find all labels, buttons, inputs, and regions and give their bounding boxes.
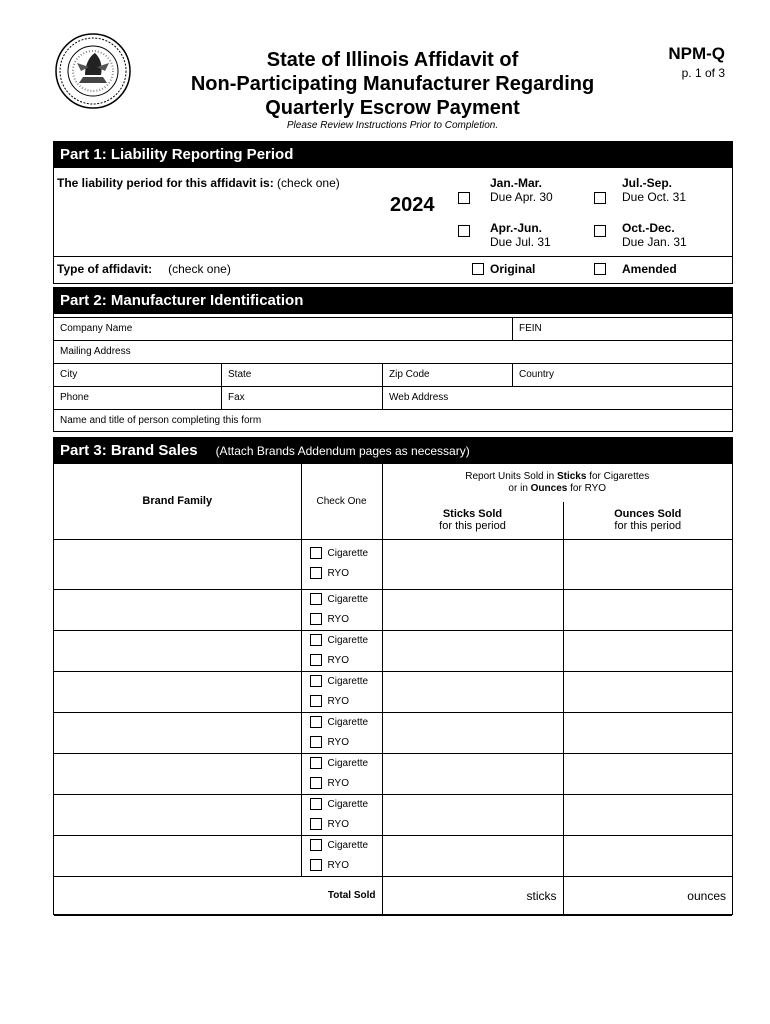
part1-divider [54, 256, 732, 257]
brand-family-cell[interactable] [54, 794, 301, 835]
ounces-sold-cell[interactable] [563, 712, 732, 753]
part3-title: Part 3: Brand Sales (Attach Brands Addendum pages as necessary) [54, 438, 732, 464]
brand-family-cell[interactable] [54, 753, 301, 794]
brand-sales-table [54, 464, 732, 916]
preparer-name-field[interactable]: Name and title of person completing this form [60, 415, 262, 426]
ryo-checkbox[interactable] [310, 654, 322, 666]
page-number: p. 1 of 3 [681, 66, 725, 80]
country-field[interactable]: Country [512, 364, 732, 386]
ounces-sold-cell[interactable] [563, 630, 732, 671]
preparer-row [54, 409, 732, 432]
q2-checkbox[interactable] [458, 225, 470, 237]
ryo-checkbox[interactable] [310, 695, 322, 707]
product-type-cell: Cigarette RYO [301, 539, 382, 589]
cigarette-checkbox[interactable] [310, 547, 322, 559]
part2-title: Part 2: Manufacturer Identification [54, 288, 732, 314]
sticks-sold-cell[interactable] [382, 539, 563, 589]
sticks-sold-header: Sticks Sold for this period [382, 502, 563, 539]
product-type-cell: Cigarette RYO [301, 794, 382, 835]
city-row [54, 363, 732, 386]
sticks-sold-cell[interactable] [382, 671, 563, 712]
liability-year: 2024 [390, 194, 435, 216]
brand-family-cell[interactable] [54, 835, 301, 876]
brand-family-cell[interactable] [54, 712, 301, 753]
part2-section [53, 287, 733, 432]
sticks-sold-cell[interactable] [382, 753, 563, 794]
table-row [54, 539, 732, 589]
ryo-checkbox[interactable] [310, 613, 322, 625]
cigarette-checkbox[interactable] [310, 675, 322, 687]
mailing-address-field[interactable]: Mailing Address [60, 346, 131, 357]
q3-checkbox[interactable] [594, 192, 606, 204]
brand-family-cell[interactable] [54, 589, 301, 630]
sticks-sold-cell[interactable] [382, 835, 563, 876]
product-type-cell: Cigarette RYO [301, 835, 382, 876]
total-row [54, 876, 732, 915]
q3-option: Jul.-Sep. Due Oct. 31 [622, 176, 687, 204]
q4-checkbox[interactable] [594, 225, 606, 237]
q4-option: Oct.-Dec. Due Jan. 31 [622, 221, 687, 249]
product-type-cell: Cigarette RYO [301, 753, 382, 794]
cigarette-checkbox[interactable] [310, 634, 322, 646]
form-identifier [668, 44, 725, 80]
sticks-sold-cell[interactable] [382, 794, 563, 835]
brand-family-header: Brand Family [54, 464, 301, 539]
brand-family-cell[interactable] [54, 671, 301, 712]
product-type-cell: Cigarette RYO [301, 712, 382, 753]
state-field[interactable]: State [221, 364, 382, 386]
ounces-sold-cell[interactable] [563, 589, 732, 630]
web-address-field[interactable]: Web Address [382, 387, 732, 409]
table-row [54, 753, 732, 794]
cigarette-checkbox[interactable] [310, 757, 322, 769]
brand-family-cell[interactable] [54, 539, 301, 589]
form-title [150, 48, 635, 120]
amended-label: Amended [622, 262, 677, 276]
company-name-field[interactable]: Company Name [60, 323, 133, 334]
original-label: Original [490, 262, 536, 276]
amended-checkbox[interactable] [594, 263, 606, 275]
cigarette-checkbox[interactable] [310, 839, 322, 851]
part3-section [53, 437, 733, 915]
sticks-sold-cell[interactable] [382, 630, 563, 671]
cigarette-checkbox[interactable] [310, 593, 322, 605]
title-line-1: State of Illinois Affidavit of [266, 49, 519, 71]
brand-family-cell[interactable] [54, 630, 301, 671]
total-sold-label: Total Sold [301, 876, 382, 915]
illinois-state-seal [55, 33, 131, 109]
check-one-header: Check One [301, 464, 382, 539]
table-row [54, 712, 732, 753]
cigarette-checkbox[interactable] [310, 798, 322, 810]
phone-field[interactable]: Phone [60, 392, 89, 403]
ryo-checkbox[interactable] [310, 818, 322, 830]
form-code: NPM-Q [668, 44, 725, 63]
table-row [54, 835, 732, 876]
table-row [54, 589, 732, 630]
q1-checkbox[interactable] [458, 192, 470, 204]
product-type-cell: Cigarette RYO [301, 671, 382, 712]
affidavit-type-label: Type of affidavit: (check one) [57, 262, 231, 276]
contact-row [54, 386, 732, 409]
instructions-note: Please Review Instructions Prior to Completion. [286, 120, 499, 131]
total-spacer [54, 876, 301, 915]
table-row [54, 630, 732, 671]
cigarette-checkbox[interactable] [310, 716, 322, 728]
report-units-header: Report Units Sold in Sticks for Cigarettes or in Ounces for RYO [382, 464, 732, 502]
table-row [54, 671, 732, 712]
fax-field[interactable]: Fax [221, 387, 382, 409]
sticks-sold-cell[interactable] [382, 712, 563, 753]
ryo-checkbox[interactable] [310, 736, 322, 748]
table-row [54, 794, 732, 835]
q2-option: Apr.-Jun. Due Jul. 31 [490, 221, 551, 249]
title-line-2: Non-Participating Manufacturer Regarding [190, 73, 595, 95]
ryo-checkbox[interactable] [310, 777, 322, 789]
product-type-cell: Cigarette RYO [301, 630, 382, 671]
company-row [54, 317, 732, 340]
title-line-3: Quarterly Escrow Payment [265, 97, 520, 119]
product-type-cell: Cigarette RYO [301, 589, 382, 630]
ryo-checkbox[interactable] [310, 859, 322, 871]
ounces-sold-cell[interactable] [563, 671, 732, 712]
part1-title: Part 1: Liability Reporting Period [54, 142, 732, 168]
fein-field[interactable]: FEIN [512, 318, 732, 340]
total-ounces-cell[interactable]: ounces [563, 876, 732, 915]
ounces-sold-header: Ounces Sold for this period [563, 502, 732, 539]
ounces-sold-cell[interactable] [563, 835, 732, 876]
original-checkbox[interactable] [472, 263, 484, 275]
ounces-sold-cell[interactable] [563, 794, 732, 835]
period-label: The liability period for this affidavit is: (check one) [57, 176, 340, 190]
city-field[interactable]: City [60, 369, 78, 380]
q1-option: Jan.-Mar. Due Apr. 30 [490, 176, 553, 204]
ryo-checkbox[interactable] [310, 567, 322, 579]
part1-section [53, 141, 733, 284]
total-sticks-cell[interactable]: sticks [382, 876, 563, 915]
sticks-sold-cell[interactable] [382, 589, 563, 630]
ounces-sold-cell[interactable] [563, 539, 732, 589]
address-row [54, 340, 732, 363]
zip-field[interactable]: Zip Code [382, 364, 512, 386]
ounces-sold-cell[interactable] [563, 753, 732, 794]
